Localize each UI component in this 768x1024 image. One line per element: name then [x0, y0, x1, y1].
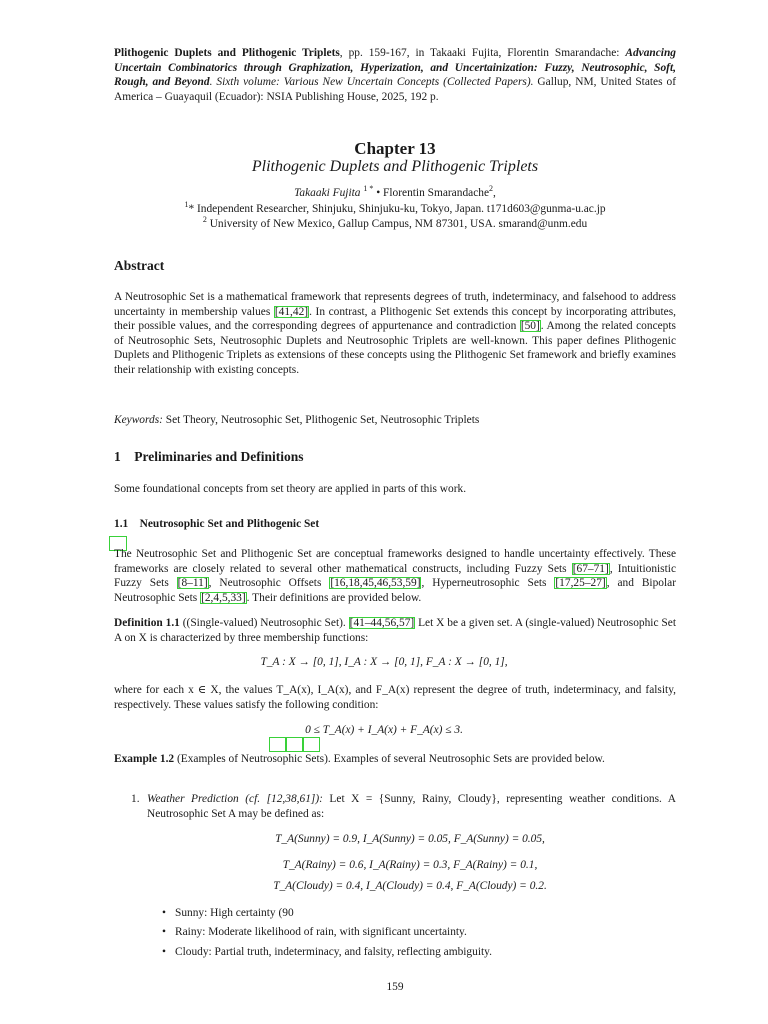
example-1-2: [114, 752, 676, 767]
chapter-number: Chapter 13: [354, 139, 436, 158]
empty-link-box-4[interactable]: [303, 737, 320, 752]
citation-link-41-57[interactable]: [41–44,56,57]: [349, 617, 415, 629]
author-separator: •: [373, 187, 384, 199]
list-item-title: Weather Prediction (cf. [12,38,61]):: [147, 793, 323, 805]
citation-title: Plithogenic Duplets and Plithogenic Triplets: [114, 47, 340, 59]
example-text: Examples of several Neutrosophic Sets are provided below.: [330, 753, 605, 765]
citation-block: [114, 46, 676, 104]
affiliation-1-text: * Independent Researcher, Shinjuku, Shinjuku-ku, Tokyo, Japan. t171d603@gunma-u.ac.jp: [188, 203, 606, 215]
definition-text-1: Let X be a given set. A (single-valued) Neutrosophic Set A on X is characterized by three membership functions:: [114, 617, 676, 644]
example-name: (Examples of Neutrosophic Sets).: [174, 753, 331, 765]
subsection-text-5: , and Bipolar Neutrosophic Sets: [114, 577, 677, 604]
subsection-1-1-text: [114, 547, 676, 605]
citation-link-16-59[interactable]: [16,18,45,46,53,59]: [330, 577, 421, 590]
citation-link-41-42[interactable]: [41,42]: [274, 305, 309, 318]
abstract-part-3: . Among the related concepts of Neutrosophic Sets, Neutrosophic Duplets and Neutrosophic Triplets are well-known. This paper defines Plithogenic Duplets and Plithogenic Triplets as extensions of these concepts using the Plithogenic Set framework and briefly examines their relationship with existing concepts.: [114, 320, 676, 376]
bullet-item-rainy: Rainy: Moderate likelihood of rain, with significant uncertainty.: [175, 926, 467, 938]
affiliation-2-mark: 2: [202, 215, 207, 225]
author-1: Takaaki Fujita: [294, 187, 361, 199]
bullet-item-cloudy: Cloudy: Partial truth, indeterminacy, and falsity, reflecting ambiguity.: [175, 946, 492, 958]
citation-book: Advancing Uncertain Combinatorics through Graphization, Hyperization, and Uncertainization: Fuzzy, Neutrosophic, Soft, Rough, and Beyond: [114, 47, 676, 89]
section-1-title: Preliminaries and Definitions: [134, 449, 304, 464]
abstract-part-1: A Neutrosophic Set is a mathematical framework that represents degrees of truth, indeterminacy, and falsehood to address uncertainty in membership values: [114, 291, 676, 318]
bullet-item-sunny: Sunny: High certainty (90: [175, 907, 294, 919]
section-1-intro: Some foundational concepts from set theory are applied in parts of this work.: [114, 483, 467, 495]
chapter-title: Plithogenic Duplets and Plithogenic Triplets: [251, 158, 539, 175]
author-1-mark: 1 *: [363, 184, 374, 194]
abstract-heading: Abstract: [114, 258, 165, 273]
subsection-1-1-heading: [114, 517, 676, 532]
affiliation-2-text: University of New Mexico, Gallup Campus, NM 87301, USA. smarand@unm.edu: [209, 218, 588, 230]
list-item-number: 1.: [131, 793, 140, 805]
subsection-text-3: , Neutrosophic Offsets: [208, 577, 330, 590]
equation-condition: 0 ≤ T_A(x) + I_A(x) + F_A(x) ≤ 3.: [305, 724, 463, 736]
keywords-text: Set Theory, Neutrosophic Set, Plithogenic Set, Neutrosophic Triplets: [162, 414, 480, 426]
keywords-label: Keywords:: [114, 414, 163, 426]
equation-rainy: T_A(Rainy) = 0.6, I_A(Rainy) = 0.3, F_A(Rainy) = 0.1,: [282, 859, 538, 871]
subsection-text-6: . Their definitions are provided below.: [246, 591, 422, 604]
affiliation-2: [114, 217, 676, 232]
author-2-mark: 2: [489, 184, 493, 194]
bullet-dot: •: [162, 926, 166, 938]
section-1-number: 1: [114, 449, 121, 464]
empty-link-box-3[interactable]: [286, 737, 303, 752]
section-1-heading: [114, 450, 676, 465]
subsection-text-2: , Intuitionistic Fuzzy Sets: [114, 562, 676, 590]
example-label: Example 1.2: [114, 753, 175, 765]
citation-pages: , pp. 159-167, in Takaaki Fujita, Florentin Smarandache:: [339, 47, 626, 59]
subsection-text-1: The Neutrosophic Set and Plithogenic Set are conceptual frameworks designed to handle uncertainty effectively. These frameworks are closely related to several other mathematical constructs, including Fuzzy Sets: [114, 548, 676, 575]
empty-link-box-2[interactable]: [269, 737, 286, 752]
citation-publisher: Gallup, NM, United States of America – Guayaquil (Ecuador): NSIA Publishing House, 2025, 192 p.: [114, 76, 676, 103]
definition-label: Definition 1.1: [114, 617, 180, 629]
definition-1-1: [114, 616, 676, 645]
abstract-text: [114, 290, 676, 378]
list-item-text: [147, 792, 676, 821]
abstract-part-2: . In contrast, a Plithogenic Set extends this concept by incorporating attributes, their possible values, and the corresponding degrees of appurtenance and contradiction: [114, 305, 676, 333]
list-item-body: Let X = {Sunny, Rainy, Cloudy}, representing weather conditions. A Neutrosophic Set A may be defined as:: [147, 793, 676, 820]
keywords: [114, 413, 676, 428]
citation-link-8-11[interactable]: [8–11]: [177, 577, 208, 590]
equation-membership-functions: T_A : X → [0, 1], I_A : X → [0, 1], F_A : X → [0, 1],: [260, 656, 508, 668]
definition-text-2: where for each x ∈ X, the values T_A(x), I_A(x), and F_A(x) represent the degree of truth, indeterminacy, and falsity, respectively. These values satisfy the following condition:: [114, 684, 676, 711]
affiliation-1: [114, 202, 676, 217]
citation-link-50[interactable]: [50]: [520, 320, 540, 333]
page-number: 159: [386, 981, 404, 993]
subsection-1-1-title: Neutrosophic Set and Plithogenic Set: [139, 518, 320, 530]
bullet-dot: •: [162, 907, 166, 919]
citation-volume: . Sixth volume: Various New Uncertain Concepts (Collected Papers).: [209, 76, 534, 89]
affiliation-1-mark: 1: [184, 200, 189, 210]
author-line: Takaaki Fujita $^{1 *}$ • Florentin Smarandache$^2$,: [294, 184, 496, 199]
author-2: Florentin Smarandache: [383, 187, 489, 199]
equation-cloudy: T_A(Cloudy) = 0.4, I_A(Cloudy) = 0.4, F_A(Cloudy) = 0.2.: [273, 880, 547, 892]
subsection-1-1-number: 1.1: [114, 518, 129, 530]
citation-link-67-71[interactable]: [67–71]: [572, 562, 609, 575]
citation-link-2-33[interactable]: [2,4,5,33]: [201, 591, 246, 604]
bullet-dot: •: [162, 946, 166, 958]
equation-sunny: T_A(Sunny) = 0.9, I_A(Sunny) = 0.05, F_A(Sunny) = 0.05,: [275, 833, 545, 845]
definition-name: ((Single-valued) Neutrosophic Set).: [179, 617, 346, 629]
citation-link-17-27[interactable]: [17,25–27]: [555, 577, 606, 590]
subsection-text-4: , Hyperneutrosophic Sets: [421, 577, 555, 590]
